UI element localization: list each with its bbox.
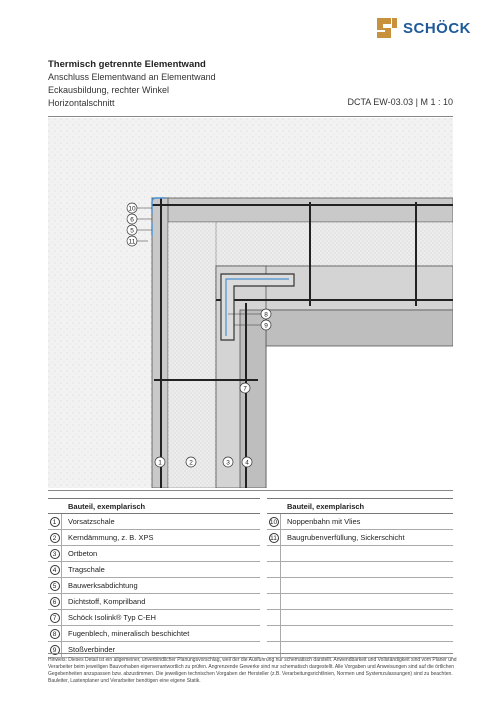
disclaimer-note: Hinweis: Dieses Detail ist ein allgemeiner, unverbindlicher Planungsvorschlag, weil der die Ausführung nur schematisch darstellt. Anwendbarkeit und Vollständigkeit sind vom Planer und Verarbeiter beim jeweiligen Bauvorhaben eigenverantwortlich zu prüfen. Angrenzende Gewerke sind nur schematisch dargestellt. Alle Vorgaben und Anweisungen sind auf die örtlichen Gegebenheiten anzupassen bzw. abzustimmen. Die jeweiligen technischen Vorgaben der Hersteller (z.B. Verarbeitungsrichtlinien, Normen und Systemzulassungen) sind zu beachten. Bauleiter, Lastenplaner und Verarbeiter benötigen eine eigene Statik.	[48, 657, 457, 684]
brand-logo	[376, 17, 471, 39]
legend-row	[267, 610, 453, 626]
callout-1	[155, 457, 165, 467]
subtitle-line-2: Eckausbildung, rechter Winkel	[48, 85, 170, 95]
section-drawing	[48, 118, 453, 488]
legend-number	[48, 642, 62, 658]
svg-text:6: 6	[130, 216, 134, 224]
interior-space	[266, 346, 453, 488]
svg-text:7: 7	[243, 385, 247, 393]
legend-row	[48, 578, 260, 594]
document-header	[48, 58, 453, 110]
legend-number	[267, 642, 281, 658]
legend-number	[48, 562, 62, 578]
legend-number	[48, 514, 62, 530]
legend-number	[267, 514, 281, 530]
callout-3	[223, 457, 233, 467]
subtitle-line-3: Horizontalschnitt	[48, 98, 115, 108]
page-title: Thermisch getrennte Elementwand	[48, 59, 206, 70]
legend-text: Stoßverbinder	[68, 645, 116, 654]
legend-text: Fugenblech, mineralisch beschichtet	[68, 629, 190, 638]
legend-heading: Bauteil, exemplarisch	[267, 498, 453, 514]
legend-row	[267, 514, 453, 530]
legend-row	[48, 642, 260, 658]
subtitle-line-1: Anschluss Elementwand an Elementwand	[48, 72, 216, 82]
legend-text: Kerndämmung, z. B. XPS	[68, 533, 154, 542]
svg-text:1: 1	[158, 459, 162, 467]
svg-text:2: 2	[189, 459, 193, 467]
legend-number	[267, 610, 281, 626]
legend-number	[48, 530, 62, 546]
svg-text:11: 11	[128, 238, 136, 246]
callout-2	[186, 457, 196, 467]
brand-name: SCHÖCK	[403, 19, 472, 37]
legend-row	[267, 530, 453, 546]
legend-row	[267, 642, 453, 658]
note-divider	[48, 653, 453, 654]
legend-number-circle: 1	[50, 517, 60, 527]
legend-number-circle: 9	[50, 645, 60, 655]
legend-text: Tragschale	[68, 565, 105, 574]
svg-text:9: 9	[264, 322, 268, 330]
legend-table-left	[48, 498, 260, 658]
legend-number	[267, 530, 281, 546]
schoeck-logo-icon	[376, 17, 398, 39]
legend-number	[48, 626, 62, 642]
left-insulation	[168, 222, 216, 488]
legend-number-circle: 7	[50, 613, 60, 623]
legend-number-circle: 10	[269, 518, 278, 526]
legend-number-circle: 4	[50, 565, 60, 575]
legend-number-circle: 8	[50, 629, 60, 639]
top-outer-shell	[152, 198, 453, 222]
legend-row	[48, 514, 260, 530]
legend-number	[48, 594, 62, 610]
legend-row	[267, 562, 453, 578]
legend-row	[48, 594, 260, 610]
legend-row	[267, 578, 453, 594]
legend-number	[267, 562, 281, 578]
legend-number-circle: 5	[50, 581, 60, 591]
legend-row	[267, 546, 453, 562]
subtitle-row	[48, 97, 453, 110]
legend-divider	[48, 490, 453, 491]
legend-row	[267, 594, 453, 610]
legend-text: Ortbeton	[68, 549, 98, 558]
legend-text: Dichtstoff, Komprilband	[68, 597, 146, 606]
svg-text:5: 5	[130, 227, 134, 235]
legend-row	[48, 626, 260, 642]
svg-text:8: 8	[264, 311, 268, 319]
legend-row	[267, 626, 453, 642]
legend-heading: Bauteil, exemplarisch	[48, 498, 260, 514]
legend-table-right	[267, 498, 453, 658]
legend-text: Baugrubenverfüllung, Sickerschicht	[287, 533, 405, 542]
legend-number-circle: 2	[50, 533, 60, 543]
svg-text:4: 4	[245, 459, 249, 467]
legend-number-circle: 3	[50, 549, 60, 559]
drawing-code: DCTA EW-03.03 | M 1 : 10	[347, 97, 453, 107]
legend-text: Schöck Isolink® Typ C-EH	[68, 613, 156, 622]
legend-row	[48, 546, 260, 562]
legend-number	[267, 626, 281, 642]
legend-number	[267, 546, 281, 562]
legend-text: Noppenbahn mit Vlies	[287, 517, 361, 526]
legend-number	[267, 594, 281, 610]
top-inner-shell	[266, 310, 453, 346]
legend-number-circle: 6	[50, 597, 60, 607]
callout-4	[242, 457, 252, 467]
svg-text:3: 3	[226, 459, 230, 467]
legend-number	[48, 578, 62, 594]
legend-row	[48, 530, 260, 546]
svg-text:10: 10	[128, 205, 136, 213]
legend-row	[48, 562, 260, 578]
legend-number	[48, 546, 62, 562]
legend-number	[267, 578, 281, 594]
legend-text: Vorsatzschale	[68, 517, 115, 526]
callout-7	[240, 383, 250, 393]
legend-number	[48, 610, 62, 626]
legend-text: Bauwerksabdichtung	[68, 581, 138, 590]
top-divider	[48, 116, 453, 117]
legend-number-circle: 11	[270, 534, 277, 542]
legend-row	[48, 610, 260, 626]
